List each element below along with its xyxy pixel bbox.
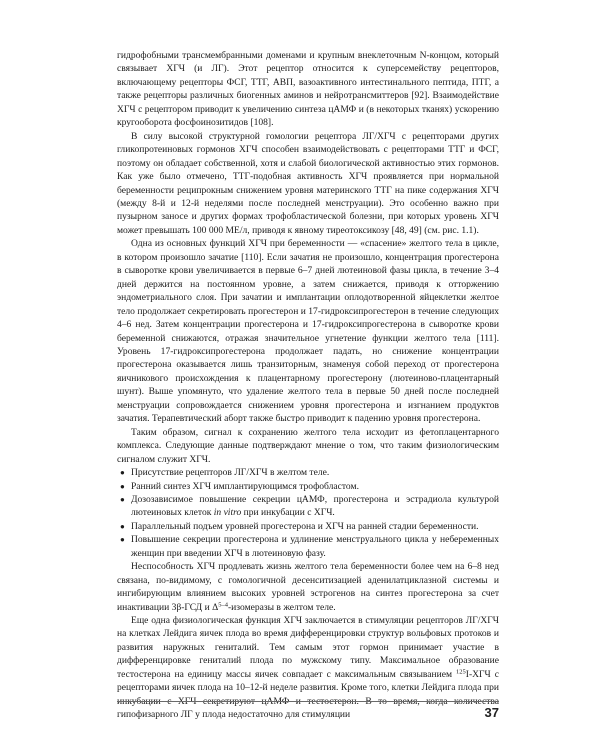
bullet-icon: ● (120, 535, 125, 545)
list-item: ● Повышение секреции прогестерона и удлинение менструального цикла у небеременных женщин при введении ХГЧ в лютеиновую фазу. (120, 534, 499, 559)
paragraph-6: Еще одна физиологическая функция ХГЧ заключается в стимуляции рецепторов ЛГ/ХГЧ на клетках Лейдига яичек плода во время дифференцировки структур вольфовых протоков и развития наружных гениталий. Тем самым этот гормон принимает участие в дифференцировке гениталий плода по мужскому типу. Максимальное образование тестостерона на единицу массы яичек совпадает с максимальным связыванием $^{125}$I-ХГЧ с рецепторами яичек плода на 10–12-й неделе развития. Кроме того, клетки Лейдига плода при инкубации с ХГЧ секретируют цАМФ и тестостерон. В то время, когда количества гипофизарного ЛГ у плода недостаточно для стимуляции (117, 615, 499, 721)
list-item: ● Присутствие рецепторов ЛГ/ХГЧ в желтом теле. (120, 467, 330, 479)
paragraph-4: Таким образом, сигнал к сохранению желтого тела исходит из фетоплацентарного комплекса. Следующие данные подтверждают мнение о том, что таким физиологическим сигналом служит ХГЧ. (117, 426, 499, 465)
evidence-list (117, 466, 499, 560)
superscript: 125 (456, 668, 466, 676)
paragraph-5: Неспособность ХГЧ продлевать жизнь желтого тела беременности более чем на 6–8 нед связана, по-видимому, с гомологичной десенситизацией аденилатциклазной системы и ингибирующим влиянием высоких уровней эстрогенов на синтез прогестерона за счет инактивации 3β-ГСД и $\Delta^{5-4}$-изомеразы в желтом теле. (117, 561, 499, 613)
bullet-icon: ● (120, 494, 125, 504)
body-text (117, 49, 499, 722)
bullet-icon: ● (120, 481, 125, 491)
list-item: ● Ранний синтез ХГЧ имплантирующимся трофобластом. (120, 480, 359, 492)
footer-divider (117, 701, 499, 702)
page-number: 37 (484, 705, 499, 720)
latin-term: in vitro (213, 507, 242, 519)
bullet-icon: ● (120, 468, 125, 478)
paragraph-1: гидрофобными трансмембранными доменами и крупным внеклеточным N-концом, который связывает ХГЧ (и ЛГ). Этот рецептор относится к суперсемейству рецепторов, включающему рецепторы ФСГ, ТТГ, АВП, вазоактивного интестинального пептида, ПТГ, а также рецепторы различных биогенных аминов и нейротрансмиттеров [92]. Взаимодействие ХГЧ с рецептором приводит к увеличению синтеза цАМФ и (в некоторых тканях) ускорению кругооборота фосфоинозитидов [108]. (117, 50, 499, 129)
list-item: ● Параллельный подъем уровней прогестерона и ХГЧ на ранней стадии беременности. (120, 520, 479, 532)
paragraph-2: В силу высокой структурной гомологии рецептора ЛГ/ХГЧ с рецепторами других гликопротеиновых гормонов ХГЧ способен взаимодействовать с рецепторами ТТГ и ФСГ, поэтому он обладает собственной, хотя и слабой биологической активностью этих гормонов. Как уже было отмечено, ТТГ-подобная активность ХГЧ проявляется при нормальной беременности реципрокным снижением уровня материнского ТТГ на пике содержания ХГЧ (между 8-й и 12-й неделями после последней менструации). Это особенно важно при пузырном заносе и других формах трофобластической болезни, при которых уровень ХГЧ может превышать 100 000 МЕ/л, приводя к явному тиреотоксикозу [48, 49] (см. рис. 1.1). (117, 130, 499, 236)
paragraph-3: Одна из основных функций ХГЧ при беременности — «спасение» желтого тела в цикле, в котором произошло зачатие [110]. Если зачатия не произошло, концентрация прогестерона в сыворотке крови увеличивается в первые 6–7 дней лютеиновой фазы цикла, в течение 3–4 дней держится на постоянном уровне, а затем снижается, приводя к отторжению эндометриального слоя. При зачатии и имплантации оплодотворенной яйцеклетки желтое тело продолжает секретировать прогестерон и 17-гидроксипрогестерон в течение следующих 4–6 нед. Затем концентрации прогестерона и 17-гидроксипрогестерона в сыворотке крови беременной снижаются, отражая значительное угнетение функции желтого тела [111]. Уровень 17-гидроксипрогестерона продолжает падать, но снижение концентрации прогестерона оказывается лишь транзиторным, знаменуя собой переход от прогестерона яичникового происхождения к плацентарному прогестерону (лютеиново-плацентарный шунт). Выше упомянуто, что удаление желтого тела в первые 50 дней после последней менструации сопровождается снижением уровня прогестерона и изгнанием продуктов зачатия. Терапевтический аборт также быстро приводит к падению уровня прогестерона. (117, 238, 499, 425)
superscript: 5–4 (218, 601, 228, 609)
list-item: ● Дозозависимое повышение секреции цАМФ, прогестерона и эстрадиола культурой лютеиновых клеток in vitro при инкубации с ХГЧ. (120, 493, 499, 519)
bullet-icon: ● (120, 521, 125, 531)
